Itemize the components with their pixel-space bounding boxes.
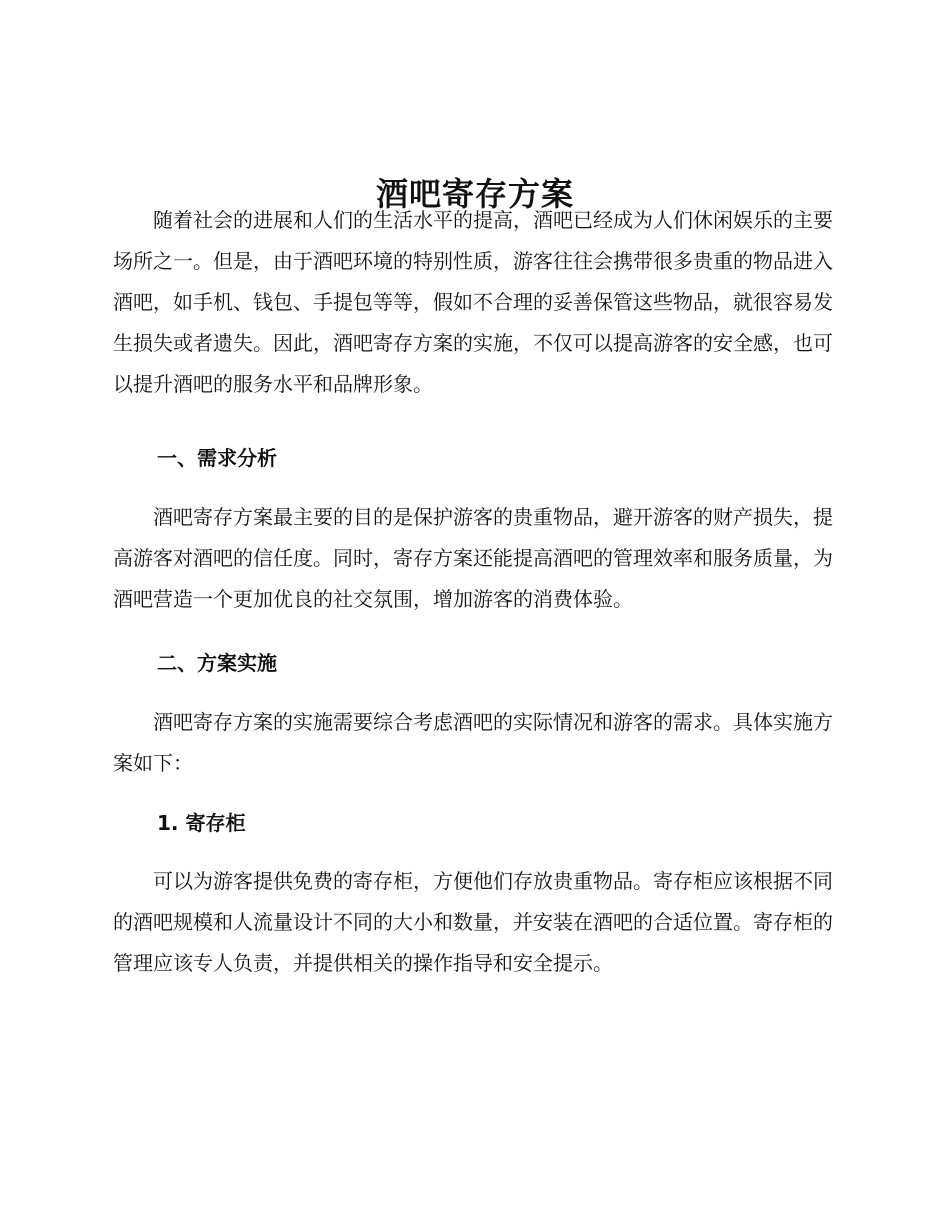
section-paragraph-needs-analysis: 酒吧寄存方案最主要的目的是保护游客的贵重物品，避开游客的财产损失，提高游客对酒吧的信任度。同时，寄存方案还能提高酒吧的管理效率和服务质量，为酒吧营造一个更加优良的社交氛围，增加游客的消费体验。: [113, 505, 833, 611]
subsection-paragraph-lockers: 可以为游客提供免费的寄存柜，方便他们存放贵重物品。寄存柜应该根据不同的酒吧规模和人流量设计不同的大小和数量，并安装在酒吧的合适位置。寄存柜的管理应该专人负责，并提供相关的操作指导和安全提示。: [113, 869, 833, 975]
intro-paragraph: 随着社会的进展和人们的生活水平的提高，酒吧已经成为人们休闲娱乐的主要场所之一。但是，由于酒吧环境的特别性质，游客往往会携带很多贵重的物品进入酒吧，如手机、钱包、手提包等等，假如不合理的妥善保管这些物品，就很容易发生损失或者遗失。因此，酒吧寄存方案的实施，不仅可以提高游客的安全感，也可以提升酒吧的服务水平和品牌形象。: [113, 208, 833, 396]
section-heading-needs-analysis: 一、需求分析: [157, 446, 277, 470]
document-title: 酒吧寄存方案: [375, 175, 574, 214]
section-heading-implementation: 二、方案实施: [157, 651, 277, 675]
subsection-heading-lockers: 1. 寄存柜: [157, 811, 246, 835]
section-paragraph-implementation: 酒吧寄存方案的实施需要综合考虑酒吧的实际情况和游客的需求。具体实施方案如下：: [113, 710, 833, 775]
